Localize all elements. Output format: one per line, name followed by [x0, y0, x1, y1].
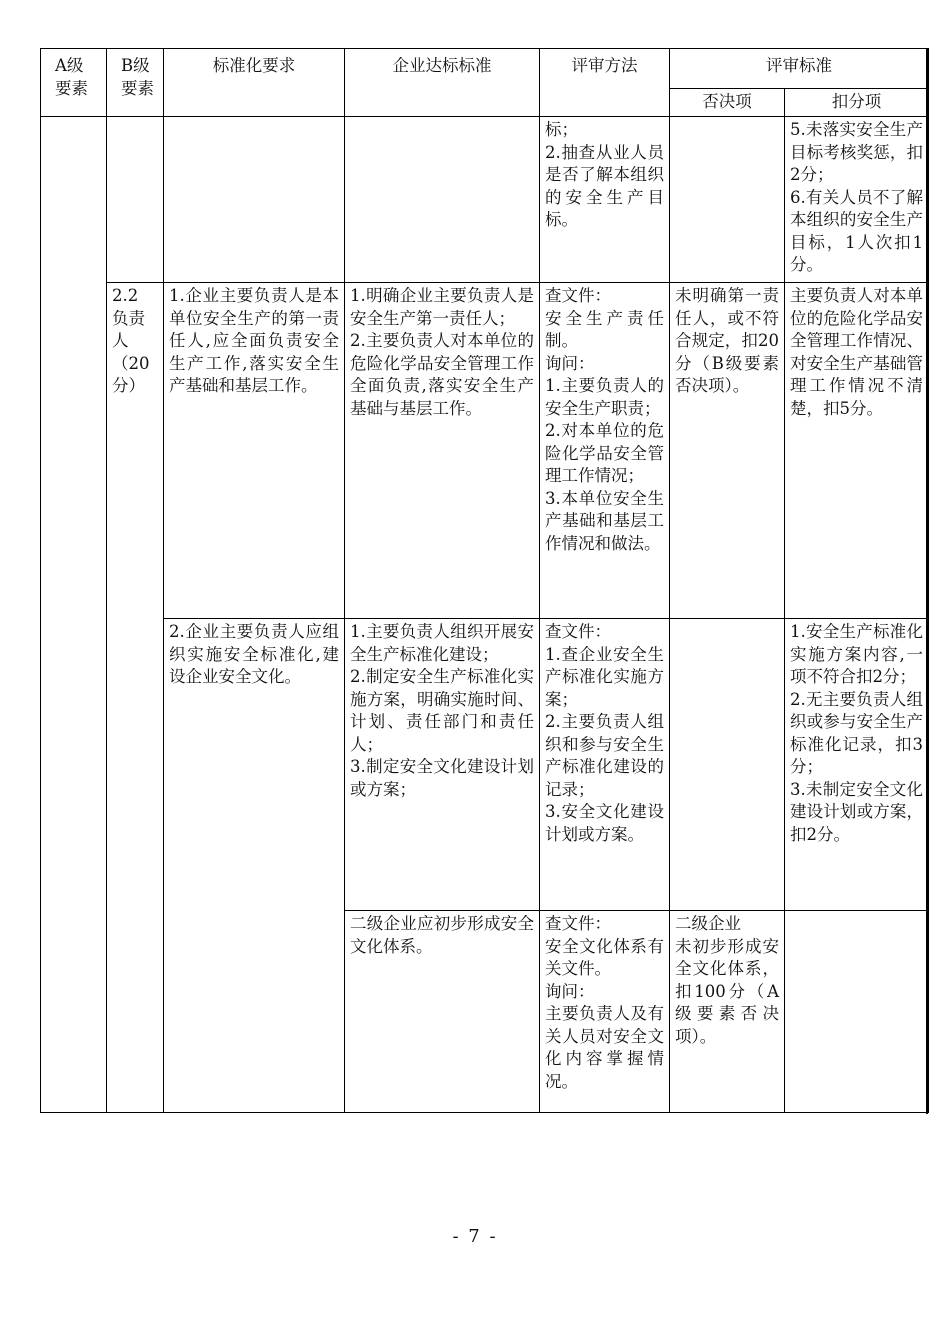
- veto-cell: 未明确第一责任人，或不符合规定，扣20分（B级要素否决项）。: [670, 283, 785, 619]
- deduction-cell: 1.安全生产标准化实施方案内容,一项不符合扣2分； 2.无主要负责人组织或参与安全生产标准化记录，扣3分； 3.未制定安全文化建设计划或方案，扣2分。: [785, 619, 929, 911]
- table-row: [41, 619, 929, 911]
- header-method: 评审方法: [540, 49, 670, 117]
- table-row: [41, 283, 929, 619]
- header-standard: 企业达标标准: [345, 49, 540, 117]
- header-requirement: 标准化要求: [164, 49, 345, 117]
- header-veto: 否决项: [670, 89, 785, 117]
- header-b-level: B级 要素: [107, 49, 164, 117]
- deduction-cell: [785, 911, 929, 1113]
- deduction-cell: 主要负责人对本单位的危险化学品安全管理工作情况、对安全生产基础管理工作情况不清楚，扣5分。: [785, 283, 929, 619]
- requirement-cell-continued: [164, 117, 345, 283]
- a-level-cell: [41, 117, 107, 1113]
- header-a-level: A级 要素: [41, 49, 107, 117]
- b-level-element: 2.2 负责 人 （20 分）: [107, 283, 164, 1113]
- deduction-cell-continued: 5.未落实安全生产目标考核奖惩，扣2分； 6.有关人员不了解本组织的安全生产目标，1人次扣1分。: [785, 117, 929, 283]
- table-row-continued: [41, 117, 929, 283]
- standard-cell: 二级企业应初步形成安全文化体系。: [345, 911, 540, 1113]
- standard-cell-continued: [345, 117, 540, 283]
- header-row: [41, 49, 929, 89]
- veto-cell: 二级企业 未初步形成安全文化体系，扣100分（A级要素否决项）。: [670, 911, 785, 1113]
- veto-cell: [670, 619, 785, 911]
- table-right-edge: [926, 48, 928, 1114]
- requirement-cell: 2.企业主要负责人应组织实施安全标准化,建设企业安全文化。: [164, 619, 345, 1113]
- header-criteria: 评审标准: [670, 49, 929, 89]
- standard-cell: 1.主要负责人组织开展安全生产标准化建设； 2.制定安全生产标准化实施方案，明确实施时间、计划、责任部门和责任人； 3.制定安全文化建设计划或方案；: [345, 619, 540, 911]
- method-cell: 查文件： 安全文化体系有关文件。 询问： 主要负责人及有关人员对安全文化内容掌握情况。: [540, 911, 670, 1113]
- requirement-cell: 1.企业主要负责人是本单位安全生产的第一责任人,应全面负责安全生产工作,落实安全生产基础和基层工作。: [164, 283, 345, 619]
- method-cell: 查文件： 1.查企业安全生产标准化实施方案； 2.主要负责人组织和参与安全生产标准化建设的记录； 3.安全文化建设计划或方案。: [540, 619, 670, 911]
- header-deduction: 扣分项: [785, 89, 929, 117]
- standard-cell: 1.明确企业主要负责人是安全生产第一责任人； 2.主要负责人对本单位的危险化学品安全管理工作全面负责,落实安全生产基础与基层工作。: [345, 283, 540, 619]
- review-standard-table: [40, 48, 929, 1113]
- b-level-cell-continued: [107, 117, 164, 283]
- veto-cell-continued: [670, 117, 785, 283]
- method-cell: 查文件： 安全生产责任制。 询问： 1.主要负责人的安全生产职责； 2.对本单位的危险化学品安全管理工作情况； 3.本单位安全生产基础和基层工作情况和做法。: [540, 283, 670, 619]
- method-cell-continued: 标； 2.抽查从业人员是否了解本组织的安全生产目标。: [540, 117, 670, 283]
- page-number: - 7 -: [452, 1226, 498, 1247]
